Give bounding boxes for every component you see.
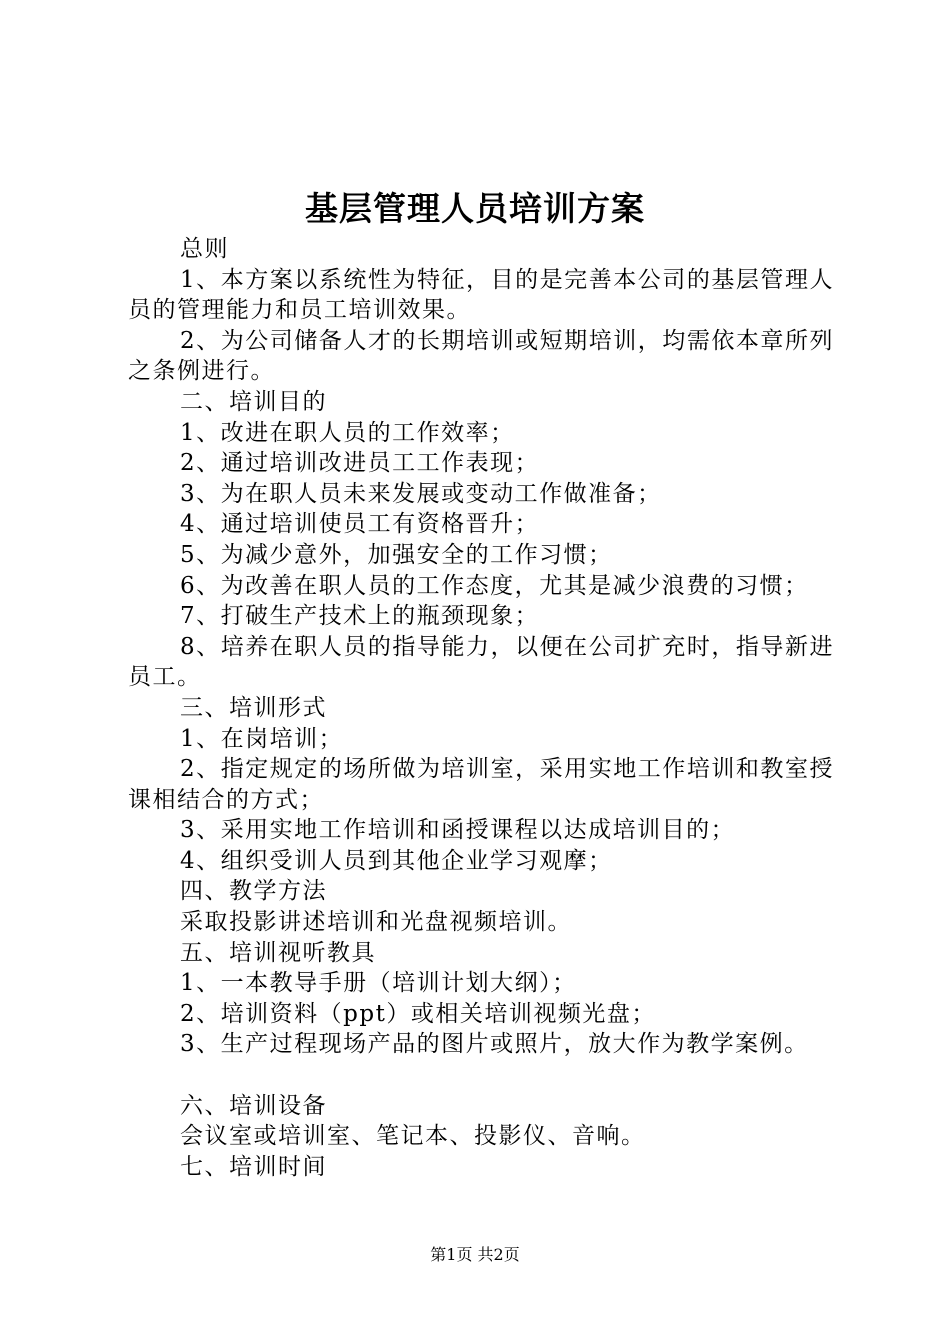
section-heading: 四、教学方法 [180,878,327,905]
section-heading: 三、培训形式 [180,694,327,721]
list-item: 8、培养在职人员的指导能力，以便在公司扩充时，指导新进员工。 [128,633,834,691]
paragraph: 1、本方案以系统性为特征，目的是完善本公司的基层管理人员的管理能力和员工培训效果。 [128,266,834,324]
paragraph: 总则 [180,236,229,262]
section-heading: 六、培训设备 [180,1092,327,1119]
section-heading: 五、培训视听教具 [180,939,376,966]
list-item: 3、为在职人员未来发展或变动工作做准备； [180,480,662,507]
list-item: 3、生产过程现场产品的图片或照片，放大作为教学案例。 [180,1031,809,1058]
section-heading: 七、培训时间 [180,1153,327,1180]
paragraph: 采取投影讲述培训和光盘视频培训。 [180,909,572,936]
list-item: 5、为减少意外，加强安全的工作习惯； [180,541,613,568]
list-item: 2、培训资料（ppt）或相关培训视频光盘； [180,1000,656,1027]
list-item: 1、在岗培训； [180,725,344,752]
list-item: 1、改进在职人员的工作效率； [180,419,515,446]
document-body [128,234,834,1182]
list-item: 6、为改善在职人员的工作态度，尤其是减少浪费的习惯； [180,572,809,599]
list-item: 4、组织受训人员到其他企业学习观摩； [180,847,613,874]
list-item: 2、通过培训改进员工工作表现； [180,450,540,477]
blank-line [128,1060,834,1091]
list-item: 7、打破生产技术上的瓶颈现象； [180,603,540,630]
document-title: 基层管理人员培训方案 [305,189,645,228]
list-item: 1、一本教导手册（培训计划大纲）； [180,970,577,997]
paragraph: 2、为公司储备人才的长期培训或短期培训，均需依本章所列之条例进行。 [128,327,834,385]
list-item: 3、采用实地工作培训和函授课程以达成培训目的； [180,817,736,844]
section-heading: 二、培训目的 [180,388,327,415]
list-item: 4、通过培训使员工有资格晋升； [180,511,540,538]
list-item: 2、指定规定的场所做为培训室，采用实地工作培训和教室授课相结合的方式； [128,756,834,813]
paragraph: 会议室或培训室、笔记本、投影仪、音响。 [180,1123,646,1150]
page-footer: 第1页 共2页 [430,1245,520,1264]
